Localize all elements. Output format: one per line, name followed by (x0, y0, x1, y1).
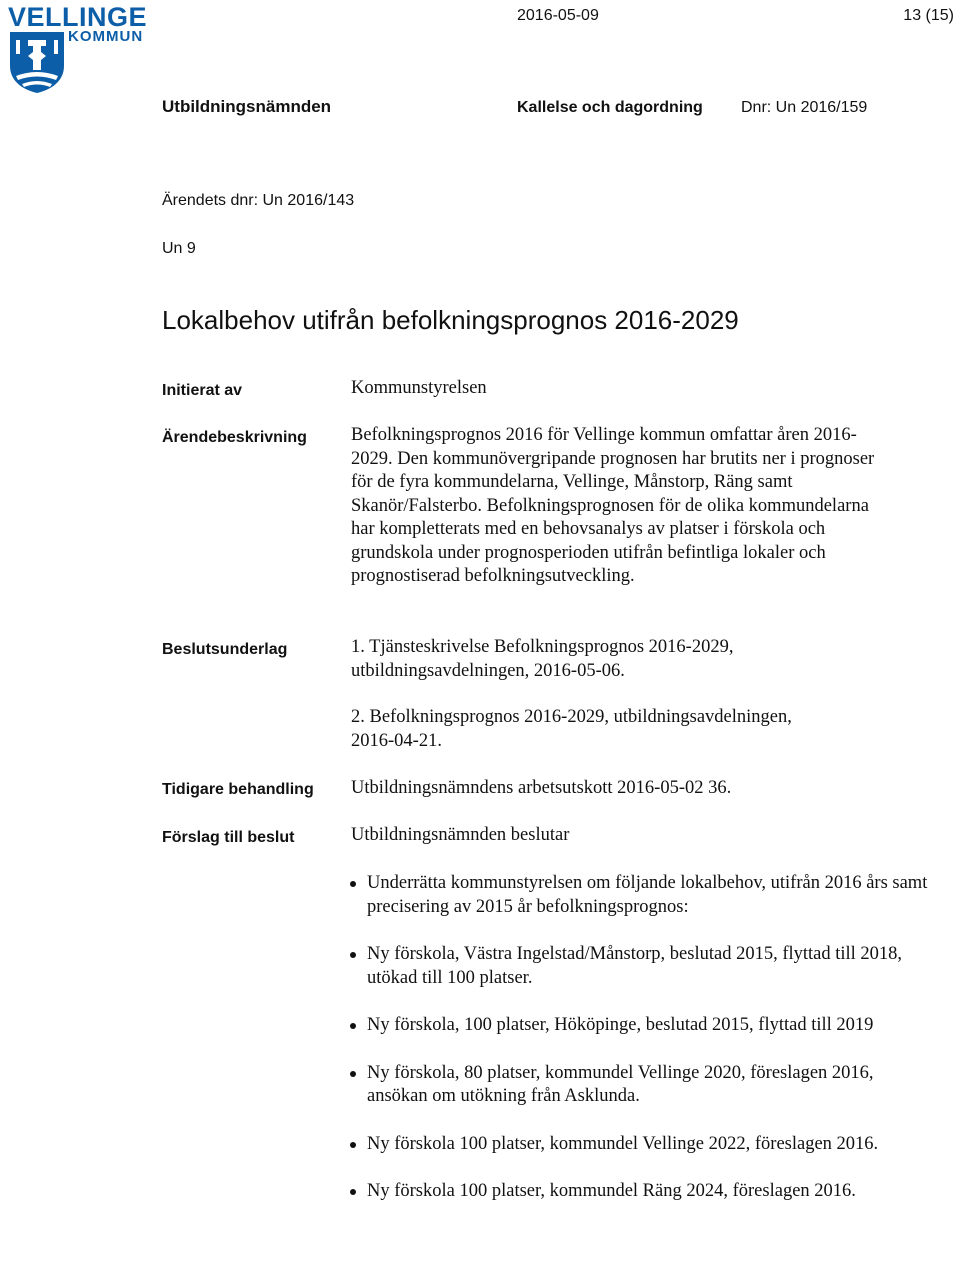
document-dnr: Dnr: Un 2016/159 (741, 99, 868, 116)
previous-treatment-label: Tidigare behandling (162, 781, 314, 798)
list-item: Ny förskola, 100 platser, Hököpinge, beslutad 2015, flyttad till 2019 (351, 1014, 931, 1038)
description-value: Befolkningsprognos 2016 för Vellinge kommun omfattar åren 2016-2029. Den kommunövergripande prognosen har brutits ner i prognoser för de fyra kommundelarna, Vellinge, Månstorp, Räng samt Skanör/Falsterbo. Befolkningsprognosen för de olika kommundelarna har kompletterats med en behovsanalys av platser i förskola och grundskola under prognosperioden utifrån befintliga lokaler och prognostiserad befolkningsutveckling. (351, 425, 875, 586)
basis-item-2: 2. Befolkningsprognos 2016-2029, utbildningsavdelningen, 2016-04-21. (351, 707, 792, 751)
initiated-by-value: Kommunstyrelsen (351, 378, 487, 398)
list-item: Ny förskola, Västra Ingelstad/Månstorp, beslutad 2015, flyttad till 2018, utökad till 100 platser. (351, 943, 931, 990)
document-type: Kallelse och dagordning (517, 99, 703, 116)
page-title: Lokalbehov utifrån befolkningsprognos 2016-2029 (162, 305, 739, 335)
list-item: Ny förskola 100 platser, kommundel Räng 2024, föreslagen 2016. (351, 1180, 931, 1204)
list-item: Ny förskola 100 platser, kommundel Vellinge 2022, föreslagen 2016. (351, 1133, 931, 1157)
previous-treatment-value: Utbildningsnämndens arbetsutskott 2016-05-02 36. (351, 778, 732, 798)
committee-name: Utbildningsnämnden (162, 97, 332, 116)
case-dnr: Ärendets dnr: Un 2016/143 (162, 192, 355, 209)
header-page-number: 13 (15) (903, 7, 954, 24)
initiated-by-label: Initierat av (162, 382, 243, 399)
list-item: Ny förskola, 80 platser, kommundel Vellinge 2020, föreslagen 2016, ansökan om utökning från Asklunda. (351, 1062, 931, 1109)
basis-label: Beslutsunderlag (162, 641, 288, 658)
description-label: Ärendebeskrivning (162, 429, 307, 446)
logo-wordmark: VELLINGE (8, 2, 148, 32)
coat-of-arms-icon (8, 30, 66, 94)
logo-subtext: KOMMUN (68, 28, 144, 45)
header-date: 2016-05-09 (517, 7, 599, 24)
proposal-label: Förslag till beslut (162, 829, 295, 846)
decision-bullet-list (351, 872, 931, 1228)
proposal-intro: Utbildningsnämnden beslutar (351, 825, 570, 845)
basis-item-1: 1. Tjänsteskrivelse Befolkningsprognos 2016-2029, utbildningsavdelningen, 2016-05-06. (351, 637, 734, 681)
list-item: Underrätta kommunstyrelsen om följande lokalbehov, utifrån 2016 års samt precisering av 2015 år befolkningsprognos: (351, 872, 931, 919)
vellinge-logo (8, 4, 158, 94)
item-number: Un 9 (162, 240, 196, 257)
